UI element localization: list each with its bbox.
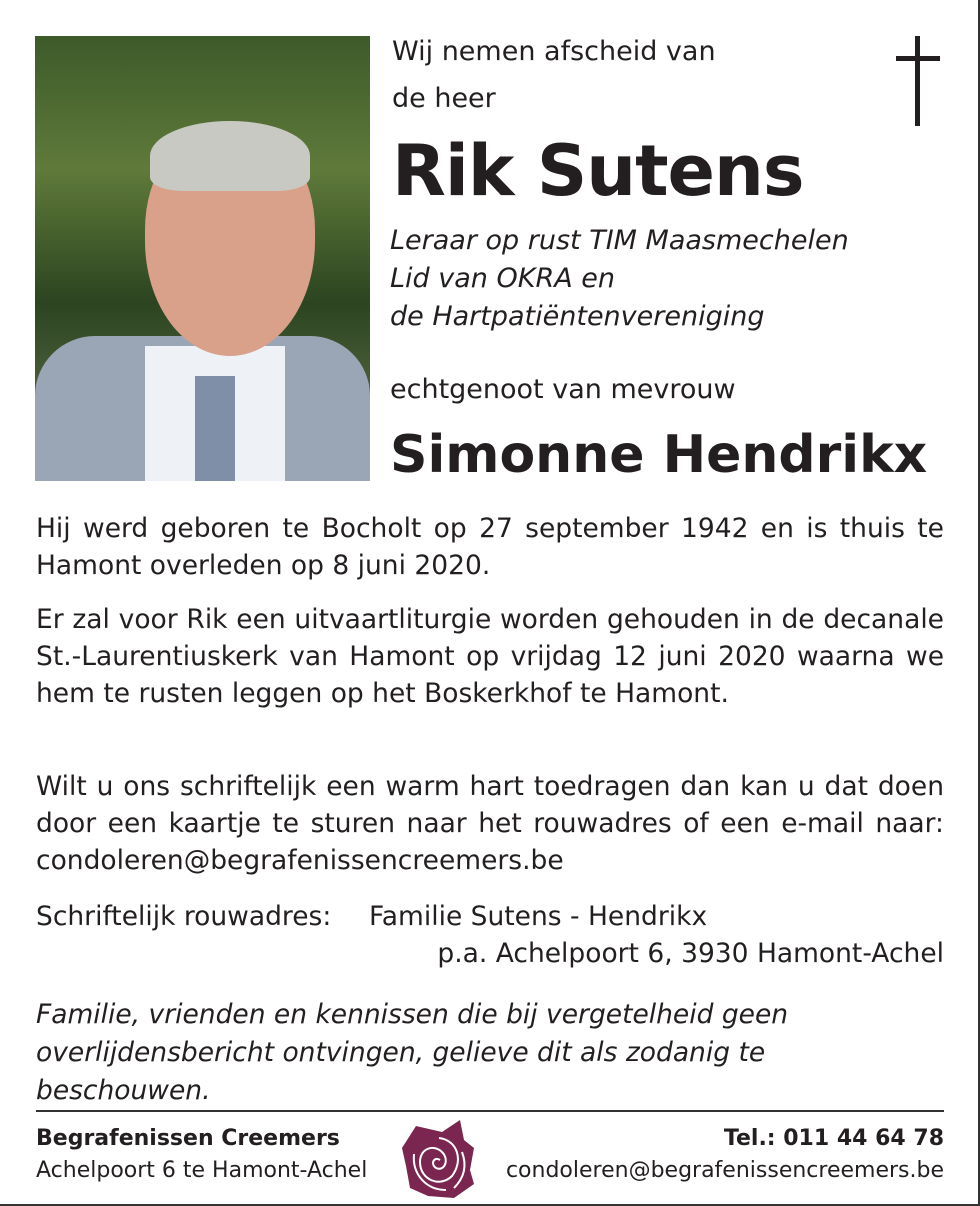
intro-line-2: de heer — [392, 83, 496, 114]
intro-text — [392, 28, 716, 122]
role-line: Leraar op rust TIM Maasmechelen — [390, 225, 849, 256]
divider — [36, 1110, 944, 1112]
cross-icon — [896, 36, 940, 126]
birth-paragraph: Hij werd geboren te Bocholt op 27 september 1942 en is thuis te Hamont overleden op 8 juni 2020. — [36, 513, 944, 581]
portrait-photo — [35, 36, 370, 481]
condolence-paragraph: Wilt u ons schriftelijk een warm hart toedragen dan kan u dat doen door een kaartje te sturen naar het rouwadres of een e-mail naar: condoleren@begrafenissencreemers.be — [36, 771, 944, 876]
address-line-2: p.a. Achelpoort 6, 3930 Hamont-Achel — [437, 938, 944, 969]
role-line: de Hartpatiëntenvereniging — [390, 301, 765, 332]
deceased-name: Rik Sutens — [392, 130, 804, 212]
role-line: Lid van OKRA en — [390, 263, 615, 294]
rose-logo-icon — [402, 1118, 476, 1200]
company-address: Achelpoort 6 te Hamont-Achel — [36, 1158, 368, 1183]
spouse-intro: echtgenoot van mevrouw — [390, 374, 736, 405]
roles — [390, 222, 849, 336]
address-line-1: Familie Sutens - Hendrikx — [369, 901, 708, 932]
funeral-paragraph: Er zal voor Rik een uitvaartliturgie worden gehouden in de decanale St.-Laurentiuskerk van Hamont op vrijdag 12 juni 2020 waarna we hem te rusten leggen op het Boskerkhof te Hamont. — [36, 604, 944, 709]
notice-note: Familie, vrienden en kennissen die bij vergetelheid geen overlijdensbericht ontvingen, gelieve dit als zodanig te beschouwen. — [36, 999, 789, 1106]
footer-email[interactable]: condoleren@begrafenissencreemers.be — [505, 1158, 944, 1183]
phone-number: Tel.: 011 44 64 78 — [723, 1126, 944, 1151]
company-name: Begrafenissen Creemers — [36, 1126, 340, 1151]
spouse-name: Simonne Hendrikx — [390, 425, 928, 485]
address-label: Schriftelijk rouwadres: — [36, 901, 332, 932]
intro-line-1: Wij nemen afscheid van — [392, 36, 716, 67]
